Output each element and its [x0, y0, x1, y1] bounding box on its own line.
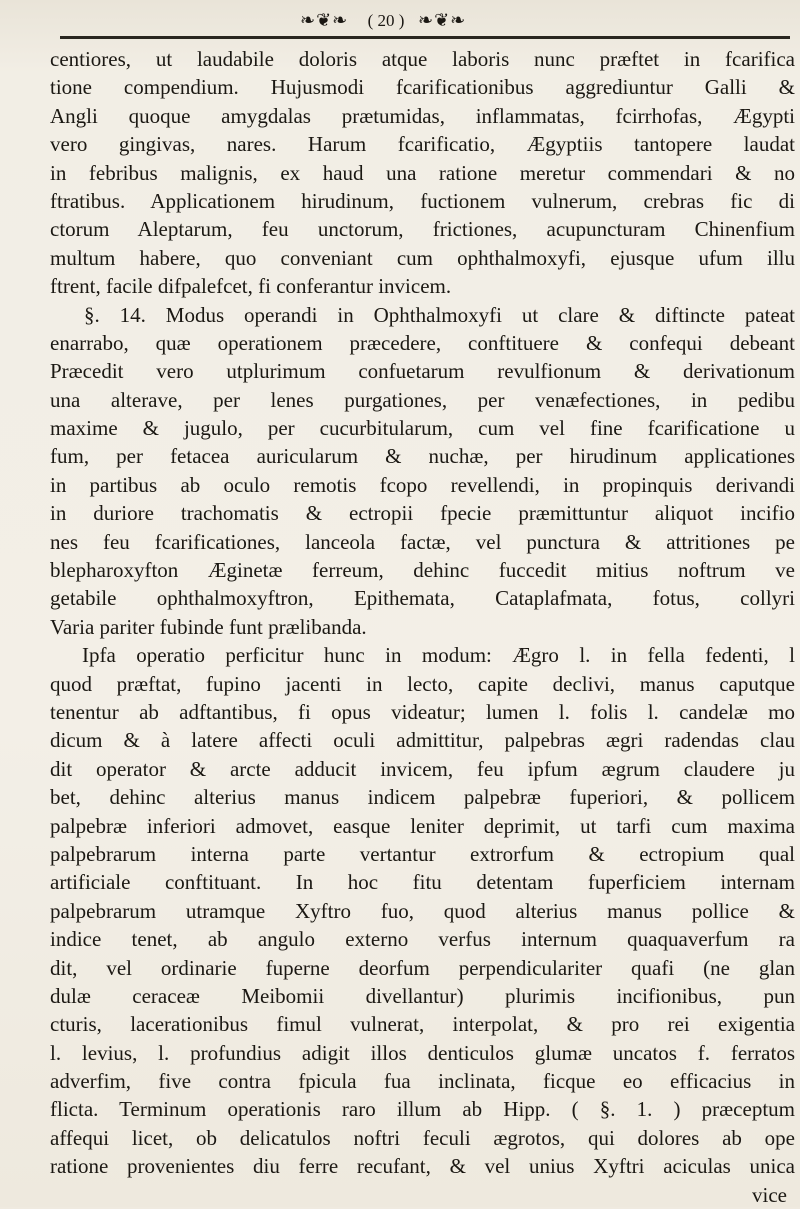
text-line: nes feu fcarificationes, lanceola factæ, vel punctura & attritiones pe: [50, 529, 795, 554]
text-line: getabile ophthalmoxyftron, Epithemata, Cataplafmata, fotus, collyri: [50, 586, 795, 611]
text-line: palpebræ inferiori admovet, easque leniter deprimit, ut tarfi cum maxima: [50, 813, 795, 838]
page-header: [0, 8, 800, 38]
text-line: tenentur ab adftantibus, fi opus videatur; lumen l. folis l. candelæ mo: [50, 699, 795, 724]
text-line: in duriore trachomatis & ectropii fpecie præmittuntur aliquot incifio: [50, 501, 795, 526]
text-line: adverfim, five contra fpicula fua inclinata, ficque eo efficacius in: [50, 1069, 795, 1094]
text-line: Præcedit vero utplurimum confuetarum revulfionum & derivationum: [50, 359, 795, 384]
text-line: in partibus ab oculo remotis fcopo revellendi, in propinquis derivandi: [50, 472, 795, 497]
text-line: dit, vel ordinarie fuperne deorfum perpendiculariter quafi (ne glan: [50, 955, 795, 980]
text-line: blepharoxyfton Æginetæ ferreum, dehinc fuccedit mitius noftrum ve: [50, 558, 795, 583]
text-line: dit operator & arcte adducit invicem, feu ipfum ægrum claudere ju: [50, 756, 795, 781]
text-line: tione compendium. Hujusmodi fcarificationibus aggrediuntur Galli &: [50, 75, 795, 100]
header-ornament-left: ❧❦❧: [300, 10, 349, 30]
text-line: quod præftat, fupino jacenti in lecto, capite declivi, manus caputque: [50, 671, 795, 696]
catchword: vice: [752, 1182, 787, 1207]
header-rule: [60, 36, 790, 39]
text-line: indice tenet, ab angulo externo verfus internum quaquaverfum ra: [50, 927, 795, 952]
text-line: ctorum Aleptarum, feu unctorum, frictiones, acupuncturam Chinenfium: [50, 217, 795, 242]
text-line: una alterave, per lenes purgationes, per venæfectiones, in pedibu: [50, 387, 795, 412]
text-line: bet, dehinc alterius manus indicem palpebræ fuperiori, & pollicem: [50, 785, 795, 810]
text-line: ftratibus. Applicationem hirudinum, fuctionem vulnerum, crebras fic di: [50, 188, 795, 213]
text-line: vero gingivas, nares. Harum fcarificatio, Ægyptiis tantopere laudat: [50, 132, 795, 157]
header-ornament-right: ❧❦❧: [418, 10, 467, 30]
text-line: dulæ ceraceæ Meibomii divellantur) plurimis incifionibus, pun: [50, 983, 795, 1008]
text-line: multum habere, quo conveniant cum ophthalmoxyfi, ejusque ufum illu: [50, 245, 795, 270]
text-line: palpebrarum utramque Xyftro fuo, quod alterius manus pollice &: [50, 898, 795, 923]
text-line: dicum & à latere affecti oculi admittitur, palpebras ægri radendas clau: [50, 728, 795, 753]
text-line: maxime & jugulo, per cucurbitularum, cum vel fine fcarificatione u: [50, 416, 795, 441]
text-line: artificiale conftituant. In hoc fitu detentam fuperficiem internam: [50, 870, 795, 895]
page-number: ( 20 ): [367, 11, 405, 30]
text-line: ftrent, facile difpalefcet, fi conferantur invicem.: [50, 274, 452, 299]
paragraph-start-line: Ipfa operatio perficitur hunc in modum: Ægro l. in fella fedenti, l: [82, 643, 795, 668]
text-line: centiores, ut laudabile doloris atque laboris nunc præftet in fcarifica: [50, 47, 795, 71]
text-line: enarrabo, quæ operationem præcedere, conftituere & confequi debeant: [50, 330, 795, 355]
text-line: fum, per fetacea auricularum & nuchæ, per hirudinum applicationes: [50, 444, 795, 469]
text-line: palpebrarum interna parte vertantur extrorfum & ectropium qual: [50, 841, 795, 866]
text-line: cturis, lacerationibus fimul vulnerat, interpolat, & pro rei exigentia: [50, 1012, 795, 1037]
text-line: l. levius, l. profundius adigit illos denticulos glumæ uncatos f. ferratos: [50, 1040, 795, 1065]
text-line: in febribus malignis, ex haud una ratione meretur commendari & no: [50, 160, 795, 185]
text-line: affequi licet, ob delicatulos noftri feculi ægrotos, qui dolores ab ope: [50, 1125, 795, 1150]
text-line: flicta. Terminum operationis raro illum ab Hipp. ( §. 1. ) præceptum: [50, 1097, 795, 1122]
text-line: ratione provenientes diu ferre recufant, & vel unius Xyftri aciculas unica: [50, 1154, 795, 1179]
body-text: [50, 45, 795, 1209]
section-heading-line: §. 14. Modus operandi in Ophthalmoxyfi ut clare & diftincte pateat: [84, 302, 795, 327]
text-line: Angli quoque amygdalas prætumidas, inflammatas, fcirrhofas, Ægypti: [50, 103, 795, 128]
text-line: Varia pariter fubinde funt prælibanda.: [50, 614, 367, 639]
